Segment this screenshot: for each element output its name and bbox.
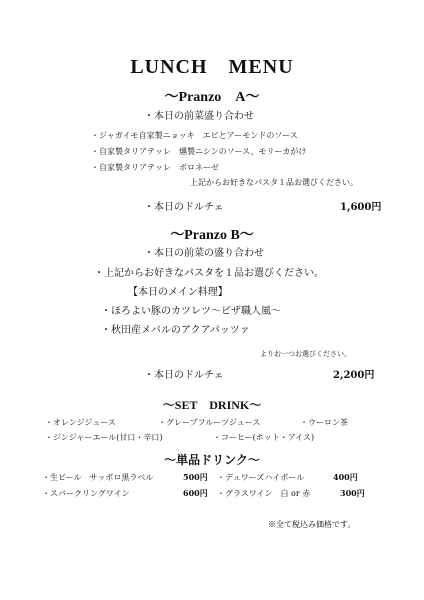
pranzo-b-main-2: ・秋田産メバルのアクアパッツァ bbox=[101, 325, 250, 336]
pranzo-a-pasta-3: ・自家製タリアテッレ ボロネーゼ bbox=[91, 163, 219, 172]
pranzo-b-antipasto: ・本日の前菜の盛り合わせ bbox=[144, 248, 264, 259]
set-drink-item: ・ウーロン茶 bbox=[300, 418, 348, 427]
set-drink-item: ・オレンジジュース bbox=[45, 418, 116, 427]
single-drink-price: 600円 bbox=[183, 488, 208, 498]
set-drink-heading: ～SET DRINK～ bbox=[162, 398, 262, 412]
set-drink-item: ・グレープフルーツジュース bbox=[158, 418, 261, 427]
single-drink-name: ・生ビール サッポロ黒ラベル bbox=[42, 473, 154, 482]
set-drink-item: ・ジンジャーエール(甘口・辛口) bbox=[45, 433, 163, 442]
pranzo-a-pasta-1: ・ジャガイモ自家製ニョッキ エビとアーモンドのソース bbox=[91, 131, 298, 140]
single-drink-price: 300円 bbox=[340, 488, 365, 498]
pranzo-a-note: 上記からお好きなパスタ１品お選びください。 bbox=[190, 178, 358, 187]
set-drink-item: ・コーヒー(ホット・アイス) bbox=[213, 433, 315, 442]
pranzo-b-dolce: ・本日のドルチェ bbox=[144, 370, 224, 381]
single-drink-price: 500円 bbox=[183, 472, 208, 482]
pranzo-b-main-note: よりお一つお選びください。 bbox=[260, 350, 351, 358]
pranzo-a-heading: ～Pranzo A～ bbox=[164, 90, 260, 105]
pranzo-a-price: 1,600円 bbox=[340, 202, 382, 213]
pranzo-a-dolce: ・本日のドルチェ bbox=[144, 202, 224, 213]
menu-title: LUNCH MENU bbox=[130, 56, 294, 78]
pranzo-b-price: 2,200円 bbox=[333, 370, 375, 381]
pranzo-a-antipasto: ・本日の前菜盛り合わせ bbox=[144, 111, 254, 122]
single-drink-heading: ～単品ドリンク～ bbox=[164, 453, 260, 467]
tax-note: ※全て税込み価格です。 bbox=[268, 520, 356, 529]
pranzo-a-pasta-2: ・自家製タリアテッレ 燻製ニシンのソース、モリーカがけ bbox=[91, 147, 307, 156]
single-drink-name: ・デュワーズハイボール bbox=[217, 473, 305, 482]
single-drink-name: ・スパークリングワイン bbox=[42, 489, 130, 498]
single-drink-price: 400円 bbox=[333, 472, 358, 482]
pranzo-b-heading: ～Pranzo B～ bbox=[170, 228, 254, 243]
pranzo-b-pasta-note: ・上記からお好きなパスタを１品お選びください。 bbox=[94, 268, 324, 279]
single-drink-name: ・グラスワイン 白 or 赤 bbox=[217, 489, 311, 498]
pranzo-b-main-1: ・ほろよい豚のカツレツ～ピザ職人風～ bbox=[101, 306, 281, 317]
pranzo-b-main-heading: 【本日のメイン料理】 bbox=[128, 287, 228, 298]
